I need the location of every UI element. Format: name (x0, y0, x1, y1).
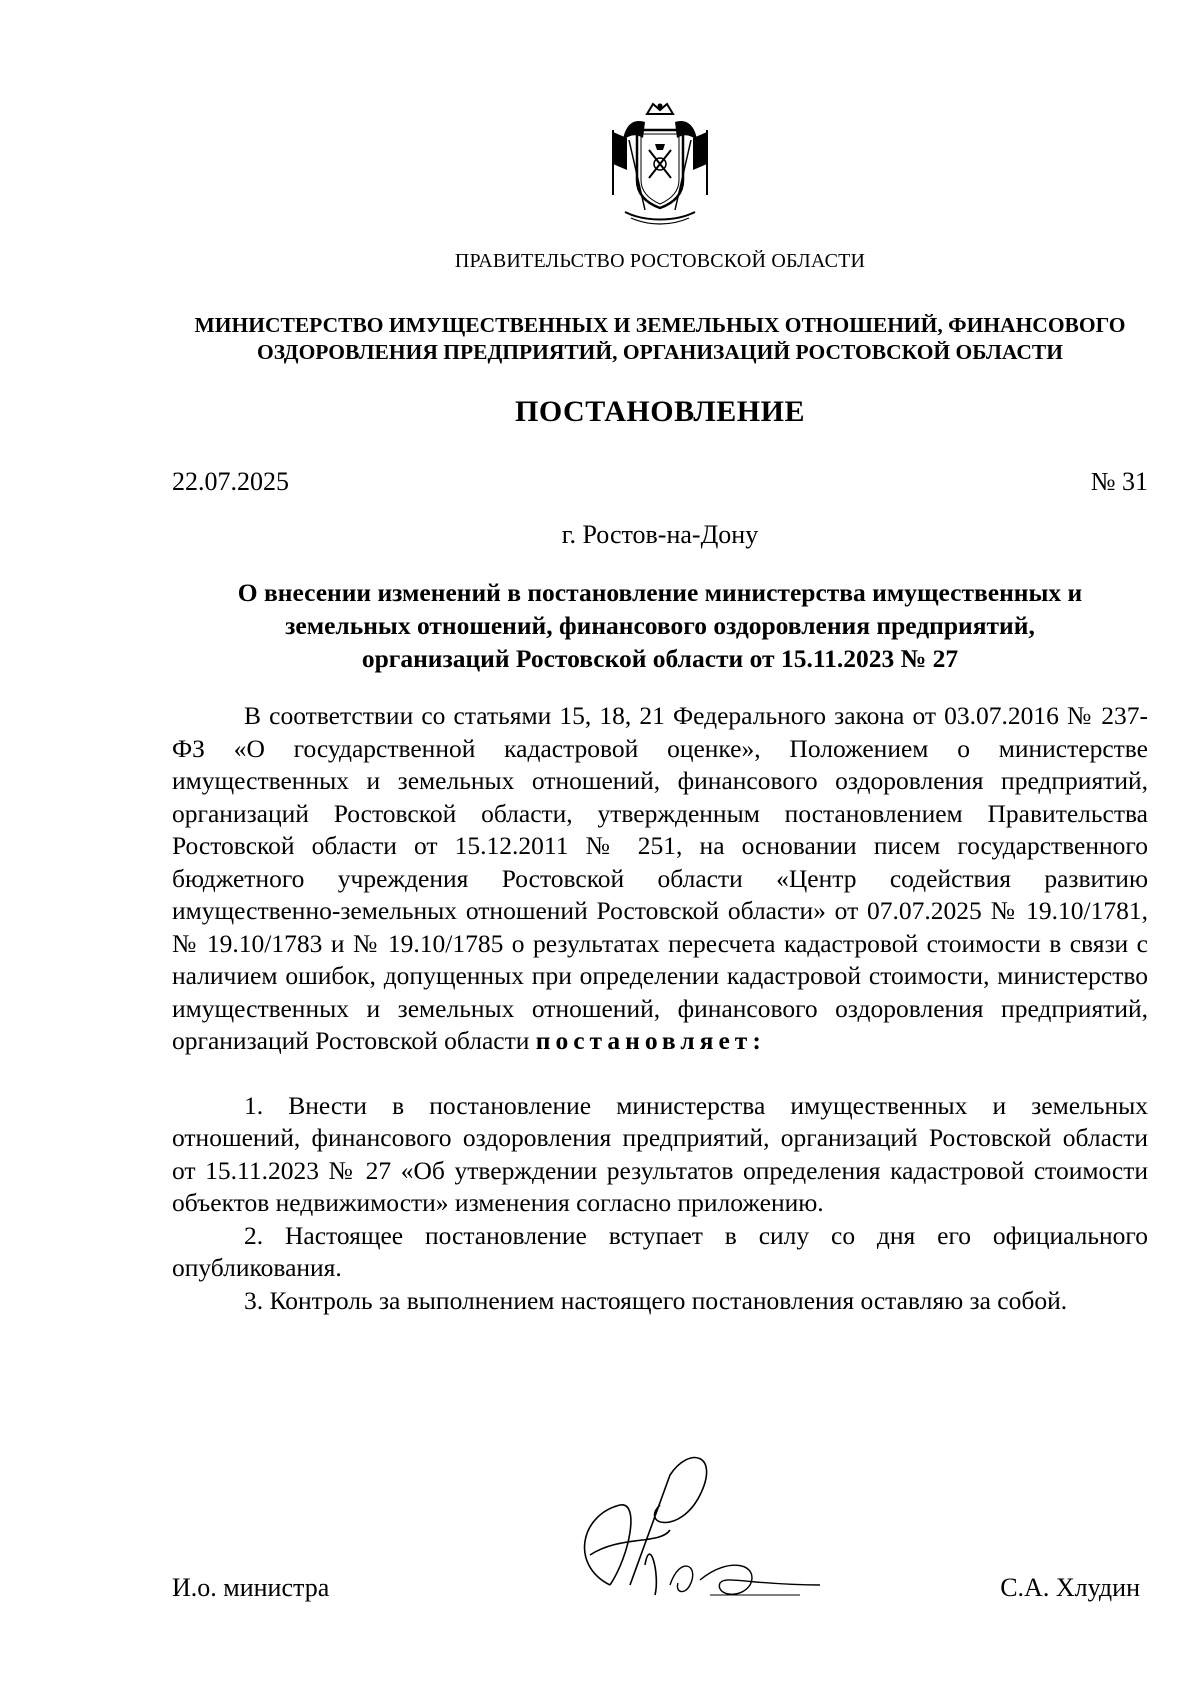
subject-line-2: земельных отношений, финансового оздоровления предприятий, (285, 611, 1035, 640)
document-body (172, 700, 1148, 1317)
signatory-role: И.о. министра (172, 1573, 330, 1602)
ministry-name (170, 312, 1150, 366)
signatory-name: С.А. Хлудин (1000, 1573, 1140, 1602)
resolves-text: постановляет: (535, 1026, 766, 1055)
handwritten-signature (550, 1435, 850, 1615)
preamble-paragraph (172, 700, 1148, 1058)
document-type: ПОСТАНОВЛЕНИЕ (515, 395, 805, 428)
government-title: ПРАВИТЕЛЬСТВО РОСТОВСКОЙ ОБЛАСТИ (454, 250, 866, 272)
subject-line-1: О внесении изменений в постановление министерства имущественных и (237, 578, 1083, 607)
document-city: г. Ростов-на-Дону (561, 520, 759, 549)
subject-line-3: организаций Ростовской области от 15.11.2023 № 27 (361, 644, 959, 673)
preamble-text: В соответствии со статьями 15, 18, 21 Федерального закона от 03.07.2016 № 237-ФЗ «О государственной кадастровой оценке», Положением о министерстве имущественных и земельных отношений, финансового оздоровления предприятий, организаций Ростовской области, утвержденным постановлением Правительства Ростовской области от 15.12.2011 № 251, на основании писем государственного бюджетного учреждения Ростовской области «Центр содействия развитию имущественно-земельных отношений Ростовской области» от 07.07.2025 № 19.10/1781, № 19.10/1783 и № 19.10/1785 о результатах пересчета кадастровой стоимости в связи с наличием ошибок, допущенных при определении кадастровой стоимости, министерство имущественных и земельных отношений, финансового оздоровления предприятий, организаций Ростовской области (172, 701, 1148, 1055)
item-1: 1. Внести в постановление министерства имущественных и земельных отношений, финансового оздоровления предприятий, организаций Ростовской области от 15.11.2023 № 27 «Об утверждении результатов определения кадастровой стоимости объектов недвижимости» изменения согласно приложению. (172, 1090, 1148, 1217)
document-subject (172, 576, 1148, 675)
item-3: 3. Контроль за выполнением настоящего постановления оставляю за собой. (244, 1285, 1068, 1315)
document-number: № 31 (1090, 467, 1148, 496)
ministry-line-2: ОЗДОРОВЛЕНИЯ ПРЕДПРИЯТИЙ, ОРГАНИЗАЦИЙ РОСТОВСКОЙ ОБЛАСТИ (257, 340, 1063, 364)
coat-of-arms-icon (605, 100, 715, 230)
document-date: 22.07.2025 (172, 467, 289, 496)
item-2: 2. Настоящее постановление вступает в силу со дня его официального опубликования. (172, 1220, 1148, 1282)
ministry-line-1: МИНИСТЕРСТВО ИМУЩЕСТВЕННЫХ И ЗЕМЕЛЬНЫХ ОТНОШЕНИЙ, ФИНАНСОВОГО (194, 313, 1126, 337)
